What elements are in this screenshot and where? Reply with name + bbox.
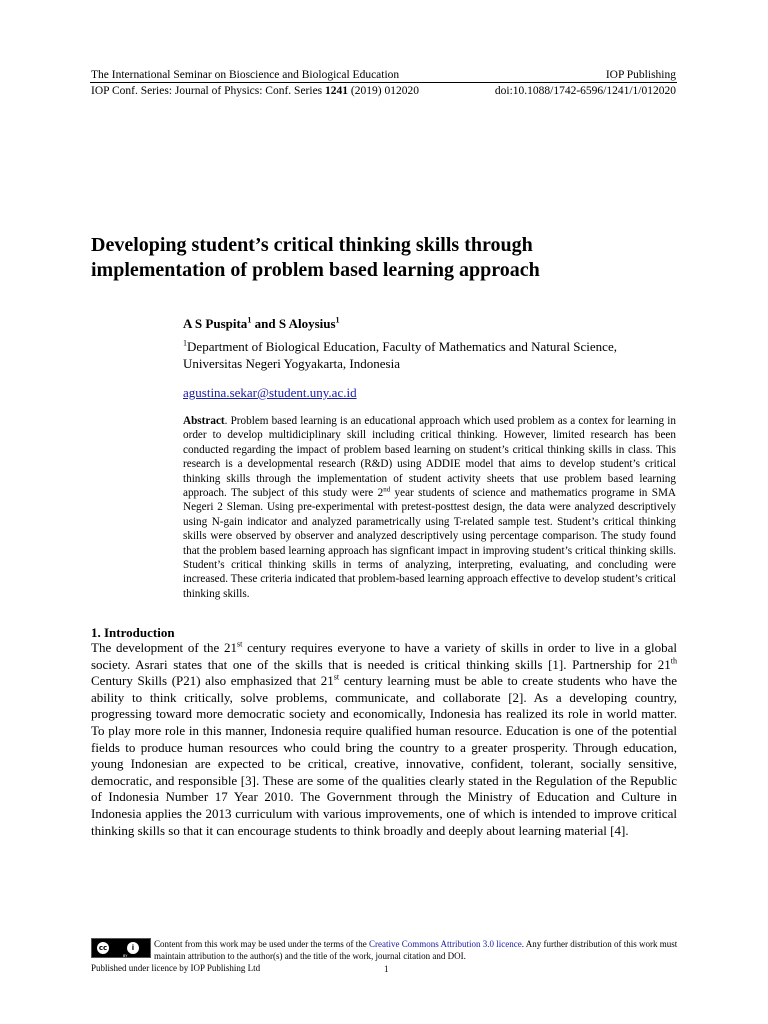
series-prefix: IOP Conf. Series: Journal of Physics: Conf. Series — [91, 85, 326, 97]
ordinal-suffix: st — [333, 672, 340, 682]
abstract — [183, 414, 676, 601]
introduction-paragraph — [91, 640, 677, 839]
series-suffix: (2019) 012020 — [348, 85, 419, 97]
author-name: S Aloysius — [278, 316, 336, 331]
cc-icon: cc — [96, 941, 110, 955]
license-notice — [154, 938, 679, 962]
paragraph-text: century learning must be able to create students who have the ability to think critically, solve problems, communicate, and collaborate [2]. As a developing country, progressing toward more democratic society and economically, Indonesia has realized its role in world matter. To play more role in this manner, Indonesia require qualified human resource. Education is one of the potential fields to produce human resources who could bring the country to a greater prosperity. Through education, young Indonesian are expected to be critical, creative, innovative, confident, tolerant, socially sensitive, democratic, and responsible [3]. These are some of the qualities clearly stated in the Regulation of the Republic of Indonesia Number 17 Year 2010. The Government through the Ministry of Education and Culture in Indonesia applies the 2013 curriculum with various improvements, one of which is intended to improve critical thinking skills so that it can encourage students to think broadly and deeply about learning material [4]. — [91, 673, 677, 838]
license-text: . Any further distribution of this work must maintain attribution to the author(s) and the title of the work, journal citation and DOI. — [154, 939, 678, 961]
ordinal-suffix: th — [670, 656, 677, 666]
header-rule — [90, 82, 677, 83]
paper-title — [91, 233, 691, 283]
paragraph-text: century requires everyone to have a variety of skills in order to live in a global society. Asrari states that one of the skills that is needed is critical thinking skills [1]. Partnership for 21 — [91, 640, 677, 672]
series-volume: 1241 — [325, 85, 349, 97]
affiliation-marker: 1 — [335, 315, 340, 325]
affiliation-marker: 1 — [247, 315, 252, 325]
license-text: Content from this work may be used under the terms of the — [154, 939, 369, 949]
ordinal-suffix: nd — [383, 485, 391, 494]
affiliation-line — [183, 338, 683, 355]
page-number: 1 — [384, 964, 389, 974]
affiliation-text: Department of Biological Education, Faculty of Mathematics and Natural Science, — [187, 339, 617, 354]
running-header-publisher: IOP Publishing — [605, 69, 676, 81]
author-list — [183, 316, 340, 332]
author-name: A S Puspita — [183, 316, 248, 331]
section-heading: 1. Introduction — [91, 625, 175, 640]
affiliation-line: Universitas Negeri Yogyakarta, Indonesia — [183, 356, 400, 371]
abstract-text: . Problem based learning is an educational approach which used problem as a contex for learning in order to develop multidiciplinary skill including critical thinking. However, limited research has been conducted regarding the impact of problem based learning on student’s critical thinking skills in class. This research is a developmental research (R&D) using ADDIE model that aims to develop student’s critical thinking skills through the implementation of student activity sheets that use problem based learning approach. The subject of this study were 2 — [183, 415, 676, 500]
running-header-conference: The International Seminar on Bioscience and Biological Education — [91, 69, 400, 81]
running-header-doi: doi:10.1088/1742-6596/1241/1/012020 — [494, 85, 676, 97]
attribution-icon: i — [126, 941, 140, 955]
running-header-series — [91, 84, 419, 98]
ordinal-suffix: st — [237, 639, 243, 649]
abstract-text: year students of science and mathematics programe in SMA Negeri 2 Sleman. Using pre-experimental with pretest-posttest design, the data were analyzed descriptively using N-gain indicator and analyzed parametrically using T-related sample test. Student’s critical thinking skills were observed by observer and analyzed descriptively using percentage comparison. The study found that the problem based learning approach has signficant impact in improving student’s critical thinking skills. Student’s critical thinking skills in terms of analyzing, interpreting, evaluating, and concluding were increased. These criteria indicated that problem-based learning approach effective to develop student’s critical thinking skills. — [183, 487, 677, 600]
paper-title-line2: implementation of problem based learning approach — [91, 259, 540, 281]
author-email-link[interactable]: agustina.sekar@student.uny.ac.id — [183, 385, 357, 400]
affiliation-marker: 1 — [183, 338, 188, 348]
affiliation — [183, 338, 683, 372]
published-notice: Published under licence by IOP Publishing Ltd — [91, 963, 261, 973]
paragraph-text: The development of the 21 — [91, 640, 238, 655]
license-link[interactable]: Creative Commons Attribution 3.0 licence — [368, 939, 522, 949]
by-label: BY — [123, 954, 128, 958]
cc-by-license-icon[interactable] — [91, 938, 151, 958]
abstract-label: Abstract — [183, 415, 225, 427]
paper-title-line1: Developing student’s critical thinking skills through — [91, 234, 533, 256]
paragraph-text: Century Skills (P21) also emphasized that 21 — [91, 673, 334, 689]
author-separator: and — [251, 316, 279, 331]
